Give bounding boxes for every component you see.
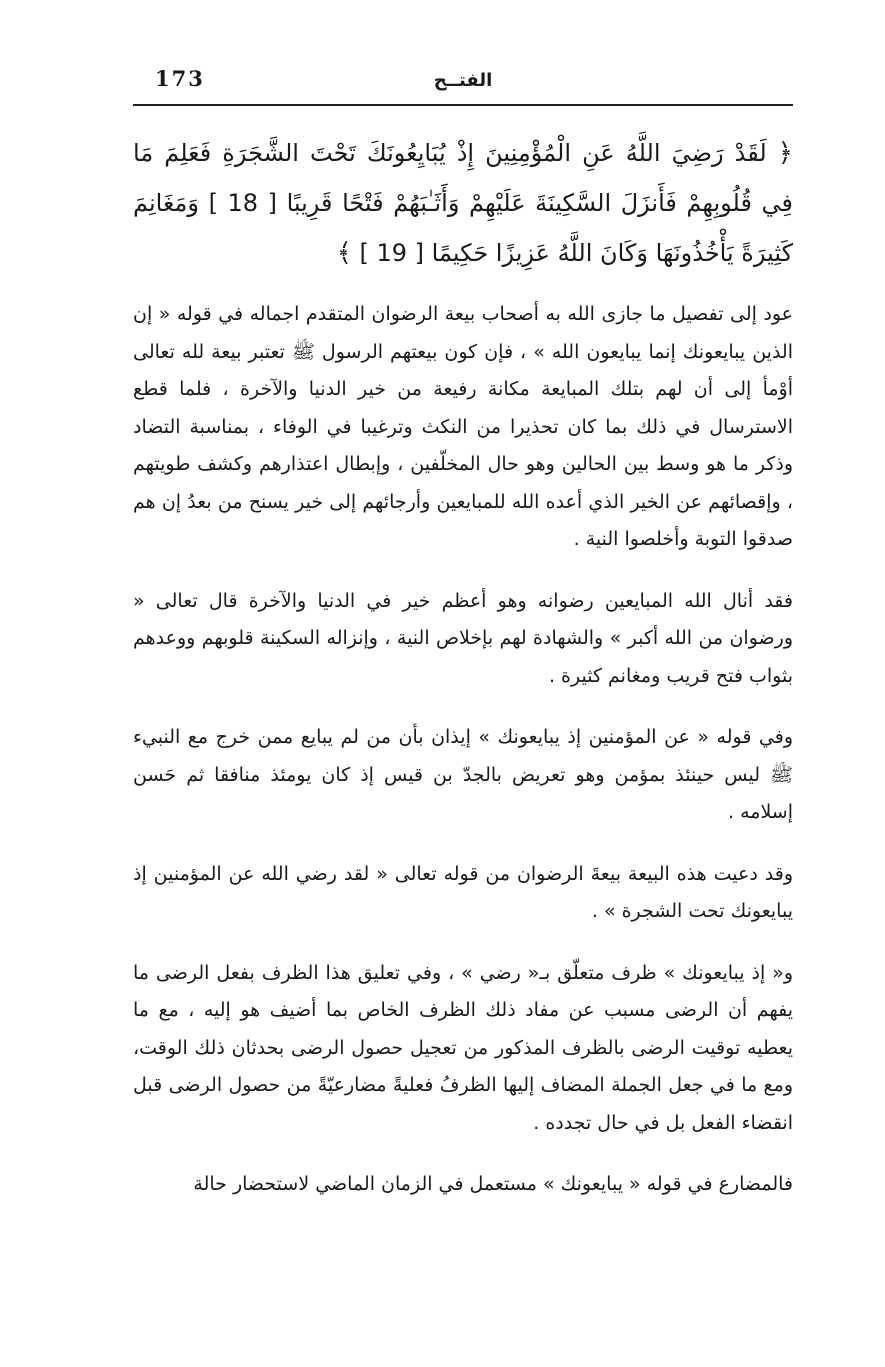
verse-close-bracket: ﴾ [336,238,352,268]
page-number: 173 [155,66,205,91]
paragraph-5: و« إذ يبايعونك » ظرف متعلّق بـ« رضي » ، وفي تعليق هذا الظرف بفعل الرضى ما يفهم أن الرضى مسبب عن مفاد ذلك الظرف الخاص بما أضيف هو إليه ، مع ما يعطيه توقيت الرضى بالظرف المذكور من تعجيل حصول الرضى بحدثان ذلك الوقت، ومع ما في جعل الجملة المضاف إليها الظرفُ فعليةً مضارعيّةً من حصول الرضى قبل انقضاء الفعل بل في حال تجدده . [133,961,793,1134]
paragraph-2: فقد أنال الله المبايعين رضوانه وهو أعظم خير في الدنيا والآخرة قال تعالى « ورضوان من الله أكبر » والشهادة لهم بإخلاص النية ، وإنزاله السكينة قلوبهم ووعدهم بثواب فتح قريب ومغانم كثيرة . [133,589,793,687]
verse-open-bracket: ﴿ [777,138,793,168]
verse-text: لَقَدْ رَضِيَ اللَّهُ عَنِ الْمُؤْمِنِينَ إِذْ يُبَايِعُونَكَ تَحْتَ الشَّجَرَةِ فَعَلِمَ مَا فِي قُلُوبِهِمْ فَأَنزَلَ السَّكِينَةَ عَلَيْهِمْ وَأَثَـٰبَهُمْ فَتْحًا قَرِيبًا [ 18 ] وَمَغَانِمَ كَثِيرَةً يَأْخُذُونَهَا وَكَانَ اللَّهُ عَزِيزًا حَكِيمًا [ 19 ] [133,139,794,267]
page-body [133,128,793,1228]
header-rule [133,104,793,106]
running-title: الفتــح [433,70,493,91]
paragraph-1: عود إلى تفصيل ما جازى الله به أصحاب بيعة الرضوان المتقدم اجماله في قوله « إن الذين يبايعونك إنما يبايعون الله » ، فإن كون بيعتهم الرسول ﷺ تعتبر بيعة لله تعالى أوْمأ إلى أن لهم بتلك المبايعة مكانة رفيعة من خير الدنيا والآخرة ، فلما قطع الاسترسال في ذلك بما كان تحذيرا من النكث وترغيبا في الوفاء ، بمناسبة التضاد وذكر ما هو وسط بين الحالين وهو حال المخلّفين ، وإبطال اعتذارهم وكشف طويتهم ، وإقصائهم عن الخير الذي أعده الله للمبايعين وأرجائهم إلى خير يسنح من بعدُ إن هم صدقوا التوبة وأخلصوا النية . [133,303,793,550]
quran-verse [133,128,793,278]
page-header [133,62,793,102]
paragraph-6: فالمضارع في قوله « يبايعونك » مستعمل في الزمان الماضي لاستحضار حالة [193,1173,793,1195]
paragraph-4: وقد دعيت هذه البيعة بيعةَ الرضوان من قوله تعالى « لقد رضي الله عن المؤمنين إذ يبايعونك تحت الشجرة » . [133,862,793,922]
paragraph-3: وفي قوله « عن المؤمنين إذ يبايعونك » إيذان بأن من لم يبايع ممن خرج مع النبيء ﷺ ليس حينئذ بمؤمن وهو تعريض بالجدّ بن قيس إذ كان يومئذ منافقا ثم حَسن إسلامه . [133,726,793,823]
